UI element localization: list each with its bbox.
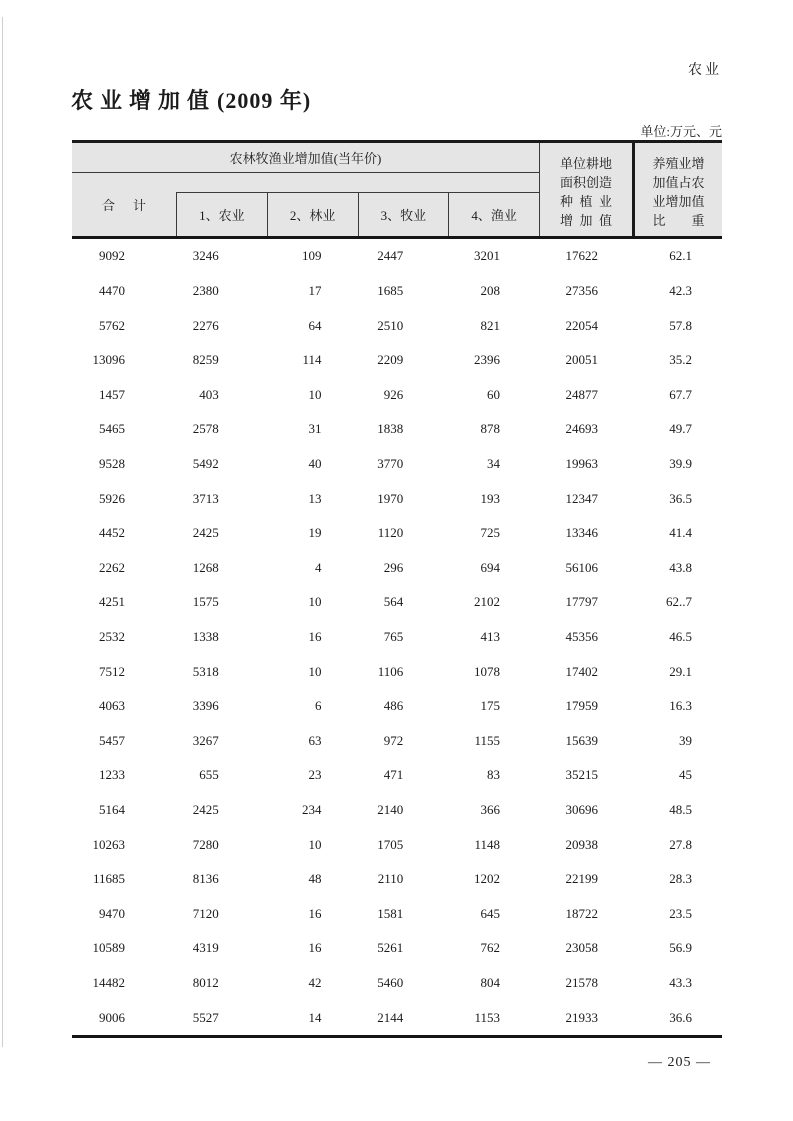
- table-cell: 7280: [192, 836, 219, 852]
- table-cell: 2396: [474, 352, 500, 368]
- table-cell: 17797: [565, 594, 598, 610]
- table-cell: 36.5: [669, 490, 692, 506]
- table-body: [72, 239, 722, 1035]
- table-cell: 13096: [92, 352, 125, 368]
- table-cell: 175: [480, 698, 500, 714]
- table-cell: 31: [308, 421, 322, 437]
- table-cell: 12347: [565, 490, 598, 506]
- table-cell: 15639: [565, 732, 598, 748]
- total-label: 合计: [102, 198, 146, 213]
- table-cell: 14: [308, 1009, 322, 1025]
- table-cell: 24693: [565, 421, 598, 437]
- header-group: [72, 143, 539, 236]
- table-cell: 10263: [92, 836, 125, 852]
- table-cell: 2425: [192, 802, 219, 818]
- table-cell: 7512: [99, 663, 125, 679]
- table-row: [72, 412, 722, 447]
- table-cell: 21578: [565, 975, 598, 991]
- table-cell: 1233: [99, 767, 125, 783]
- table-cell: 62..7: [666, 594, 692, 610]
- table-cell: 9092: [99, 248, 125, 264]
- table-cell: 2532: [99, 628, 125, 644]
- table-cell: 48.5: [669, 802, 692, 818]
- table-cell: 3396: [192, 698, 219, 714]
- table-cell: 1148: [474, 836, 500, 852]
- table-cell: 655: [199, 767, 219, 783]
- page-title: [71, 84, 311, 115]
- section-corner-label: 农业: [688, 63, 722, 78]
- table-cell: 28.3: [669, 871, 692, 887]
- table-cell: 413: [480, 628, 500, 644]
- table-cell: 4: [315, 559, 322, 575]
- table-cell: 193: [480, 490, 500, 506]
- table-cell: 5460: [377, 975, 404, 991]
- table-cell: 4319: [192, 940, 219, 956]
- table-cell: 40: [308, 455, 322, 471]
- page-edge-line: [2, 17, 3, 1047]
- table-row: [72, 447, 722, 482]
- table-cell: 10: [308, 386, 322, 402]
- table-cell: 8012: [192, 975, 219, 991]
- table-cell: 1838: [377, 421, 404, 437]
- table-cell: 1202: [474, 871, 500, 887]
- table-cell: 2510: [377, 317, 404, 333]
- table-cell: 67.7: [669, 386, 692, 402]
- table-cell: 17959: [565, 698, 598, 714]
- table-row: [72, 550, 722, 585]
- table-cell: 234: [302, 802, 322, 818]
- page-number: — 205 —: [648, 1055, 711, 1070]
- table-cell: 403: [199, 386, 219, 402]
- table-cell: 3267: [192, 732, 219, 748]
- table-cell: 486: [383, 698, 404, 714]
- table-cell: 1970: [377, 490, 404, 506]
- table-cell: 10: [308, 836, 322, 852]
- table-row: [72, 897, 722, 932]
- table-cell: 29.1: [669, 663, 692, 679]
- table-cell: 2262: [99, 559, 125, 575]
- table-cell: 1338: [192, 628, 219, 644]
- table-cell: 4452: [99, 525, 125, 541]
- table-cell: 83: [487, 767, 500, 783]
- table-cell: 24877: [565, 386, 598, 402]
- table-cell: 39: [679, 732, 692, 748]
- table-cell: 1153: [474, 1009, 500, 1025]
- table-cell: 821: [480, 317, 500, 333]
- table-cell: 16: [308, 905, 322, 921]
- table-cell: 208: [480, 282, 500, 298]
- group-header-label: 农林牧渔业增加值(当年价): [72, 143, 539, 173]
- table-cell: 2425: [192, 525, 219, 541]
- table-cell: 1685: [377, 282, 404, 298]
- table-cell: 1581: [377, 905, 404, 921]
- table-cell: 2102: [474, 594, 500, 610]
- table-cell: 21933: [565, 1009, 598, 1025]
- table-cell: 694: [480, 559, 500, 575]
- table-cell: 16.3: [669, 698, 692, 714]
- table-cell: 23.5: [669, 905, 692, 921]
- table-cell: 46.5: [669, 628, 692, 644]
- data-table: [72, 140, 722, 1038]
- table-cell: 42: [308, 975, 322, 991]
- table-cell: 60: [487, 386, 500, 402]
- table-cell: 45: [679, 767, 692, 783]
- table-cell: 23: [308, 767, 322, 783]
- table-cell: 972: [383, 732, 404, 748]
- subcolumn-husbandry: 3、牧业: [358, 193, 449, 236]
- table-row: [72, 274, 722, 309]
- table-cell: 30696: [565, 802, 598, 818]
- table-cell: 20938: [565, 836, 598, 852]
- table-cell: 10589: [92, 940, 125, 956]
- table-cell: 1457: [99, 386, 125, 402]
- table-cell: 1575: [192, 594, 219, 610]
- header-group-lower: [72, 173, 539, 236]
- table-cell: 9528: [99, 455, 125, 471]
- table-cell: 16: [308, 940, 322, 956]
- table-cell: 27356: [565, 282, 598, 298]
- table-cell: 3246: [192, 248, 219, 264]
- table-cell: 564: [383, 594, 404, 610]
- table-cell: 17402: [565, 663, 598, 679]
- table-cell: 1155: [474, 732, 500, 748]
- table-cell: 5261: [377, 940, 404, 956]
- table-cell: 9470: [99, 905, 125, 921]
- table-cell: 13: [308, 490, 322, 506]
- header-subcolumns: [176, 192, 539, 236]
- table-cell: 13346: [565, 525, 598, 541]
- table-row: [72, 654, 722, 689]
- table-cell: 2578: [192, 421, 219, 437]
- ratio-line: 加值占农: [652, 175, 705, 190]
- table-row: [72, 239, 722, 274]
- table-cell: 2380: [192, 282, 219, 298]
- header-ratio-cell: [632, 143, 722, 236]
- table-cell: 48: [308, 871, 322, 887]
- table-cell: 3713: [192, 490, 219, 506]
- table-row: [72, 689, 722, 724]
- table-cell: 19: [308, 525, 322, 541]
- table-cell: 2447: [377, 248, 404, 264]
- table-cell: 2209: [377, 352, 404, 368]
- table-cell: 4470: [99, 282, 125, 298]
- table-row: [72, 620, 722, 655]
- table-cell: 296: [383, 559, 404, 575]
- table-cell: 56106: [565, 559, 598, 575]
- table-cell: 56.9: [669, 940, 692, 956]
- table-cell: 2144: [377, 1009, 404, 1025]
- table-cell: 9006: [99, 1009, 125, 1025]
- table-cell: 471: [383, 767, 404, 783]
- table-cell: 926: [383, 386, 404, 402]
- table-cell: 23058: [565, 940, 598, 956]
- table-cell: 64: [308, 317, 322, 333]
- table-cell: 41.4: [669, 525, 692, 541]
- table-row: [72, 481, 722, 516]
- table-cell: 17622: [565, 248, 598, 264]
- table-cell: 645: [480, 905, 500, 921]
- table-cell: 725: [480, 525, 500, 541]
- table-cell: 35.2: [669, 352, 692, 368]
- table-row: [72, 862, 722, 897]
- table-cell: 6: [315, 698, 322, 714]
- table-cell: 762: [480, 940, 500, 956]
- table-cell: 5457: [99, 732, 125, 748]
- table-row: [72, 1000, 722, 1035]
- table-cell: 43.3: [669, 975, 692, 991]
- table-cell: 22054: [565, 317, 598, 333]
- table-cell: 42.3: [669, 282, 692, 298]
- unit-area-line: 增加值: [560, 213, 612, 228]
- table-cell: 2276: [192, 317, 219, 333]
- unit-area-line: 单位耕地: [559, 156, 612, 171]
- table-row: [72, 377, 722, 412]
- table-cell: 16: [308, 628, 322, 644]
- table-cell: 5762: [99, 317, 125, 333]
- table-row: [72, 585, 722, 620]
- table-cell: 5465: [99, 421, 125, 437]
- table-cell: 1106: [377, 663, 404, 679]
- table-cell: 878: [480, 421, 500, 437]
- table-row: [72, 758, 722, 793]
- table-cell: 1705: [377, 836, 404, 852]
- table-cell: 43.8: [669, 559, 692, 575]
- subcolumn-forestry: 2、林业: [267, 193, 358, 236]
- table-header: [72, 143, 722, 239]
- table-cell: 17: [308, 282, 322, 298]
- unit-area-line: 面积创造: [559, 175, 612, 190]
- table-cell: 5492: [192, 455, 219, 471]
- table-cell: 14482: [92, 975, 125, 991]
- unit-note: 单位:万元、元: [640, 124, 722, 139]
- table-cell: 114: [302, 352, 322, 368]
- table-row: [72, 793, 722, 828]
- table-cell: 5164: [99, 802, 125, 818]
- table-cell: 4251: [99, 594, 125, 610]
- table-cell: 1120: [377, 525, 404, 541]
- table-cell: 2110: [377, 871, 404, 887]
- table-cell: 3201: [474, 248, 500, 264]
- table-cell: 11685: [92, 871, 125, 887]
- table-cell: 4063: [99, 698, 125, 714]
- table-cell: 36.6: [669, 1009, 692, 1025]
- table-cell: 18722: [565, 905, 598, 921]
- table-cell: 5318: [192, 663, 219, 679]
- unit-area-line: 种植业: [560, 194, 612, 209]
- table-cell: 35215: [565, 767, 598, 783]
- table-cell: 34: [487, 455, 500, 471]
- table-cell: 10: [308, 594, 322, 610]
- table-cell: 57.8: [669, 317, 692, 333]
- table-cell: 804: [480, 975, 500, 991]
- table-cell: 8259: [192, 352, 219, 368]
- table-row: [72, 966, 722, 1001]
- table-cell: 10: [308, 663, 322, 679]
- header-total-cell: [72, 173, 176, 236]
- table-cell: 39.9: [669, 455, 692, 471]
- table-cell: 366: [480, 802, 500, 818]
- table-cell: 45356: [565, 628, 598, 644]
- table-cell: 49.7: [669, 421, 692, 437]
- table-row: [72, 343, 722, 378]
- table-cell: 765: [383, 628, 404, 644]
- table-cell: 27.8: [669, 836, 692, 852]
- table-cell: 62.1: [669, 248, 692, 264]
- table-cell: 1268: [192, 559, 219, 575]
- table-cell: 20051: [565, 352, 598, 368]
- table-cell: 1078: [474, 663, 500, 679]
- ratio-line: 业增加值: [652, 194, 705, 209]
- subcolumn-agriculture: 1、农业: [199, 208, 245, 223]
- table-row: [72, 827, 722, 862]
- page-title-year: (2009 年): [217, 88, 312, 113]
- subcolumn-fishery: 4、渔业: [448, 193, 539, 236]
- table-cell: 109: [302, 248, 322, 264]
- table-cell: 2140: [377, 802, 404, 818]
- table-cell: 3770: [377, 455, 404, 471]
- table-cell: 63: [308, 732, 322, 748]
- ratio-line: 养殖业增: [652, 156, 705, 171]
- table-cell: 7120: [192, 905, 219, 921]
- table-row: [72, 516, 722, 551]
- page-title-main: 农业增加值: [71, 88, 217, 113]
- table-row: [72, 308, 722, 343]
- table-cell: 5527: [192, 1009, 219, 1025]
- table-row: [72, 931, 722, 966]
- header-unit-area-cell: [539, 143, 632, 236]
- table-cell: 19963: [565, 455, 598, 471]
- table-cell: 5926: [99, 490, 125, 506]
- table-cell: 8136: [192, 871, 219, 887]
- table-cell: 22199: [565, 871, 598, 887]
- table-row: [72, 724, 722, 759]
- ratio-line: 比重: [652, 213, 705, 228]
